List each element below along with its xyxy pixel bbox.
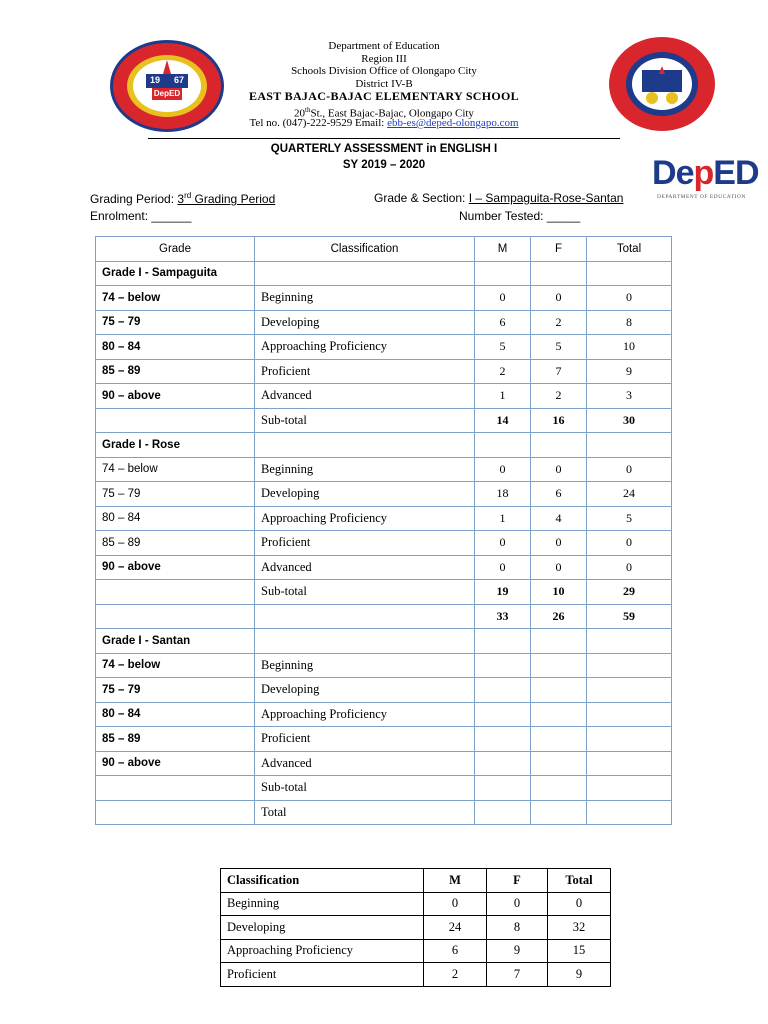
classification-cell — [255, 629, 475, 654]
male-cell — [475, 629, 531, 654]
grade-cell: 85 – 89 — [96, 727, 255, 752]
total-cell — [587, 653, 672, 678]
classification-cell: Beginning — [255, 653, 475, 678]
header-department: Department of Education — [328, 40, 440, 52]
summary-row — [221, 892, 611, 916]
female-cell: 0 — [531, 555, 587, 580]
male-cell — [475, 776, 531, 801]
total-cell — [587, 727, 672, 752]
grade-cell: 75 – 79 — [96, 310, 255, 335]
male-cell: 18 — [475, 482, 531, 507]
male-cell — [475, 800, 531, 825]
female-cell: 16 — [531, 408, 587, 433]
total-cell — [587, 433, 672, 458]
header-region: Region III — [361, 53, 407, 65]
table-row — [96, 604, 672, 629]
total-cell: 0 — [587, 555, 672, 580]
grade-cell: 85 – 89 — [96, 359, 255, 384]
male-cell — [475, 751, 531, 776]
total-cell — [587, 702, 672, 727]
summary-column-header: Classification — [221, 869, 424, 893]
male-cell: 6 — [475, 310, 531, 335]
male-cell — [475, 433, 531, 458]
female-cell — [531, 653, 587, 678]
grade-cell — [96, 776, 255, 801]
classification-cell: Proficient — [255, 727, 475, 752]
column-header: Classification — [255, 237, 475, 262]
classification-cell: Advanced — [255, 555, 475, 580]
total-cell: 24 — [587, 482, 672, 507]
grade-cell — [96, 580, 255, 605]
total-cell: 29 — [587, 580, 672, 605]
total-cell: 30 — [587, 408, 672, 433]
grade-cell: 90 – above — [96, 751, 255, 776]
male-cell: 0 — [475, 555, 531, 580]
female-cell — [531, 261, 587, 286]
male-cell — [475, 261, 531, 286]
table-row — [96, 653, 672, 678]
total-cell: 0 — [587, 286, 672, 311]
female-cell: 0 — [531, 457, 587, 482]
grade-cell: 74 – below — [96, 286, 255, 311]
grading-period-value — [177, 192, 275, 206]
table-row — [96, 555, 672, 580]
female-cell: 7 — [531, 359, 587, 384]
summary-cell: Beginning — [221, 892, 424, 916]
male-cell: 33 — [475, 604, 531, 629]
grade-section-label: Grade & Section: — [374, 191, 469, 205]
email-link[interactable]: ebb-es@deped-olongapo.com — [387, 117, 519, 129]
female-cell: 0 — [531, 286, 587, 311]
table-row — [96, 776, 672, 801]
grade-cell: 80 – 84 — [96, 702, 255, 727]
table-row — [96, 384, 672, 409]
section-group-row — [96, 433, 672, 458]
total-cell: 10 — [587, 335, 672, 360]
total-cell — [587, 261, 672, 286]
classification-cell — [255, 433, 475, 458]
classification-cell: Sub-total — [255, 580, 475, 605]
table-row — [96, 506, 672, 531]
table-row — [96, 359, 672, 384]
total-cell — [587, 776, 672, 801]
grading-superscript: rd — [184, 191, 192, 200]
female-cell — [531, 776, 587, 801]
total-cell — [587, 800, 672, 825]
header-school-name: EAST BAJAC-BAJAC ELEMENTARY SCHOOL — [249, 89, 519, 103]
summary-cell: Approaching Proficiency — [221, 939, 424, 963]
summary-column-header: Total — [548, 869, 611, 893]
female-cell: 0 — [531, 531, 587, 556]
table-header-row — [96, 237, 672, 262]
total-cell: 59 — [587, 604, 672, 629]
column-header: Total — [587, 237, 672, 262]
grade-cell: 75 – 79 — [96, 482, 255, 507]
female-cell — [531, 433, 587, 458]
school-year: SY 2019 – 2020 — [342, 159, 426, 171]
classification-cell: Sub-total — [255, 408, 475, 433]
female-cell — [531, 751, 587, 776]
header-division: Schools Division Office of Olongapo City — [291, 65, 477, 77]
classification-cell: Beginning — [255, 286, 475, 311]
header-contact — [0, 117, 768, 129]
total-cell: 5 — [587, 506, 672, 531]
seal-center-text: DepED — [153, 89, 181, 98]
male-cell — [475, 727, 531, 752]
grade-cell: 90 – above — [96, 555, 255, 580]
summary-cell: 24 — [424, 916, 487, 940]
column-header: M — [475, 237, 531, 262]
total-cell: 0 — [587, 457, 672, 482]
summary-cell: 8 — [487, 916, 548, 940]
summary-header-row — [221, 869, 611, 893]
enrolment-field: Enrolment: ______ — [90, 209, 192, 223]
male-cell — [475, 678, 531, 703]
male-cell: 19 — [475, 580, 531, 605]
grade-cell: Grade I - Sampaguita — [96, 261, 255, 286]
summary-cell: 2 — [424, 963, 487, 987]
grading-period-label: Grading Period: — [90, 192, 178, 206]
grading-number: 3 — [177, 192, 185, 206]
table-row — [96, 310, 672, 335]
male-cell — [475, 702, 531, 727]
male-cell: 5 — [475, 335, 531, 360]
classification-cell: Approaching Proficiency — [255, 702, 475, 727]
summary-table — [220, 868, 611, 987]
female-cell: 2 — [531, 384, 587, 409]
summary-cell: 0 — [548, 892, 611, 916]
grade-cell — [96, 800, 255, 825]
male-cell: 0 — [475, 286, 531, 311]
table-row — [96, 531, 672, 556]
summary-cell: 15 — [548, 939, 611, 963]
summary-column-header: F — [487, 869, 548, 893]
total-cell — [587, 629, 672, 654]
assessment-table — [95, 236, 672, 825]
total-cell: 0 — [587, 531, 672, 556]
male-cell: 1 — [475, 384, 531, 409]
female-cell — [531, 629, 587, 654]
summary-cell: Proficient — [221, 963, 424, 987]
female-cell — [531, 727, 587, 752]
grade-cell: 74 – below — [96, 653, 255, 678]
summary-row — [221, 939, 611, 963]
table-row — [96, 408, 672, 433]
address-rest: St., East Bajac-Bajac, Olongapo City — [310, 107, 474, 120]
summary-row — [221, 916, 611, 940]
header-divider — [148, 138, 620, 139]
grade-section-value: I – Sampaguita-Rose-Santan — [468, 191, 624, 205]
table-row — [96, 335, 672, 360]
female-cell: 6 — [531, 482, 587, 507]
column-header: Grade — [96, 237, 255, 262]
total-cell — [587, 678, 672, 703]
summary-cell: 32 — [548, 916, 611, 940]
total-cell: 8 — [587, 310, 672, 335]
female-cell: 26 — [531, 604, 587, 629]
summary-column-header: M — [424, 869, 487, 893]
total-cell: 9 — [587, 359, 672, 384]
summary-cell: 7 — [487, 963, 548, 987]
male-cell: 1 — [475, 506, 531, 531]
section-group-row — [96, 261, 672, 286]
document-title: QUARTERLY ASSESSMENT in ENGLISH I — [270, 143, 498, 155]
grade-cell: 90 – above — [96, 384, 255, 409]
table-row — [96, 678, 672, 703]
total-cell — [587, 751, 672, 776]
grade-cell — [96, 604, 255, 629]
table-row — [96, 702, 672, 727]
female-cell: 2 — [531, 310, 587, 335]
grade-cell: 75 – 79 — [96, 678, 255, 703]
total-cell: 3 — [587, 384, 672, 409]
deped-logo: DepED — [652, 154, 759, 192]
classification-cell — [255, 604, 475, 629]
summary-cell: 6 — [424, 939, 487, 963]
grade-cell: 85 – 89 — [96, 531, 255, 556]
grading-rest: Grading Period — [191, 192, 276, 206]
grade-section — [374, 191, 646, 205]
male-cell — [475, 653, 531, 678]
female-cell — [531, 800, 587, 825]
seal-year-right: 67 — [174, 75, 185, 85]
female-cell — [531, 678, 587, 703]
tel-text: Tel no. (047)-222-9529 Email: — [249, 117, 388, 129]
classification-cell: Total — [255, 800, 475, 825]
male-cell: 14 — [475, 408, 531, 433]
female-cell: 5 — [531, 335, 587, 360]
classification-cell: Advanced — [255, 384, 475, 409]
classification-cell: Beginning — [255, 457, 475, 482]
summary-row — [221, 963, 611, 987]
grade-cell: 74 – below — [96, 457, 255, 482]
seal-year-left: 19 — [150, 75, 161, 85]
classification-cell: Developing — [255, 482, 475, 507]
table-row — [96, 580, 672, 605]
female-cell — [531, 702, 587, 727]
classification-cell: Proficient — [255, 531, 475, 556]
summary-cell: Developing — [221, 916, 424, 940]
classification-cell: Approaching Proficiency — [255, 506, 475, 531]
table-row — [96, 800, 672, 825]
classification-cell: Advanced — [255, 751, 475, 776]
grade-cell — [96, 408, 255, 433]
table-row — [96, 457, 672, 482]
section-group-row — [96, 629, 672, 654]
deped-logo-subtitle: DEPARTMENT OF EDUCATION — [657, 194, 746, 200]
classification-cell: Developing — [255, 678, 475, 703]
summary-cell: 0 — [487, 892, 548, 916]
classification-cell: Developing — [255, 310, 475, 335]
classification-cell: Sub-total — [255, 776, 475, 801]
summary-cell: 9 — [487, 939, 548, 963]
number-tested-field: Number Tested: _____ — [459, 209, 581, 223]
male-cell: 0 — [475, 457, 531, 482]
header-district: District IV-B — [355, 78, 413, 90]
grade-cell: Grade I - Santan — [96, 629, 255, 654]
classification-cell — [255, 261, 475, 286]
female-cell: 4 — [531, 506, 587, 531]
grading-period — [90, 191, 275, 206]
table-row — [96, 727, 672, 752]
male-cell: 2 — [475, 359, 531, 384]
female-cell: 10 — [531, 580, 587, 605]
male-cell: 0 — [475, 531, 531, 556]
summary-cell: 0 — [424, 892, 487, 916]
table-row — [96, 482, 672, 507]
grade-cell: 80 – 84 — [96, 506, 255, 531]
summary-cell: 9 — [548, 963, 611, 987]
column-header: F — [531, 237, 587, 262]
grade-cell: Grade I - Rose — [96, 433, 255, 458]
address-number: 20 — [294, 107, 306, 120]
address-superscript: th — [305, 106, 311, 114]
classification-cell: Proficient — [255, 359, 475, 384]
classification-cell: Approaching Proficiency — [255, 335, 475, 360]
grade-cell: 80 – 84 — [96, 335, 255, 360]
table-row — [96, 286, 672, 311]
table-row — [96, 751, 672, 776]
